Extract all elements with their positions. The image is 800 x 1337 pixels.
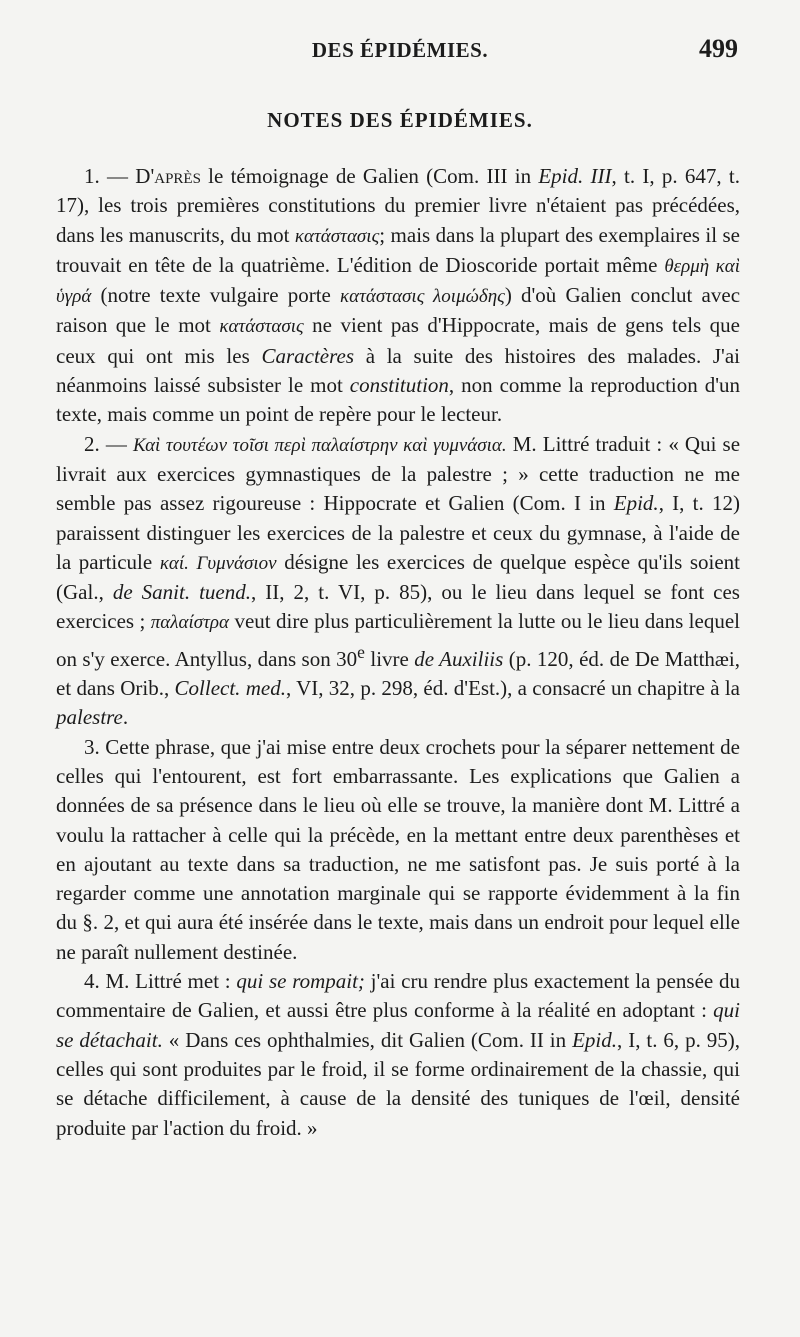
italic-term: qui se détachait. (56, 998, 740, 1052)
note-text: , non comme la reproduction d'un texte, mais comme un point de repère pour le lecteur. (56, 373, 740, 427)
note-text: M. Littré traduit : « Qui se livrait aux exercices gymnastiques de la palestre ; » cette traduction ne me semble pas assez rigoureuse : Hippocrate et Galien (Com. I in (56, 431, 741, 516)
greek-word: κατάστασις λοιμώδης (340, 286, 505, 308)
italic-term: qui se rompait; (236, 969, 365, 994)
citation: Epid. (613, 491, 659, 516)
note-lead-word: D'après (135, 164, 201, 188)
italic-term: Caractères (261, 343, 354, 368)
italic-term: palestre (56, 705, 123, 730)
note-text: Cette phrase, que j'ai mise entre deux crochets pour la séparer nettement de celles qui l'entourent, est fort embarrassante. Les explications que Galien a données de sa présence dans le lieu où elle se trouve, la manière dont M. Littré a voulu la rattacher à celle qui la précède, en la mettant entre deux parenthèses et en ajoutant au texte dans sa traduction, ne me satisfont pas. Je suis porté à la regarder comme une annotation marginale qui se rapporte évidemment à la fin du §. 2, et qui aura été insérée dans le texte, mais dans un endroit pour lequel elle ne paraît nullement destinée. (56, 734, 740, 964)
greek-word: κατάστασις (219, 316, 304, 338)
page-number: 499 (699, 34, 738, 63)
citation: Epid. III (538, 164, 612, 188)
note-text: désigne les exercices de quelque espèce qu'ils soient (Gal., (56, 549, 741, 605)
note-number: 1. — (84, 164, 136, 188)
note-text: à la suite des histoires des malades. J'ai néanmoins laissé subsister le mot (56, 343, 740, 398)
note-text (189, 550, 197, 574)
note-3 (56, 733, 740, 967)
note-text: « Dans ces ophthalmies, dit Galien (Com. II in (162, 1027, 573, 1052)
note-text: veut dire plus particulièrement la lutte ou le lieu dans lequel on s'y exerce. Antyllus, dans son 30 (56, 609, 740, 671)
note-text: , II, 2, t. VI, p. 85), ou le lieu dans lequel se font ces exercices ; (56, 580, 740, 634)
note-text: (p. 120, éd. de De Matthæi, et dans Orib., (56, 646, 740, 701)
note-text: . (122, 705, 129, 730)
greek-word: θερμὴ καὶ ὑγρά (56, 255, 740, 308)
note-text: , I, t. 6, p. 95), celles qui sont produites par le froid, il se forme ordinairement de la chassie, qui se détache difficilement, à cause de la densité des tuniques de l'œil, densité produite par l'action du froid. » (56, 1027, 740, 1140)
citation: Collect. med. (174, 676, 286, 701)
note-text: ) d'où Galien conclut avec raison que le mot (56, 283, 741, 338)
italic-term: constitution (349, 373, 449, 398)
note-text: le témoignage de Galien (Com. III in (200, 164, 539, 188)
note-text: j'ai cru rendre plus exactement la pensée du commentaire de Galien, et aussi être plus conforme à la réalité en adoptant : (56, 969, 740, 1023)
note-text: M. Littré met : (105, 969, 237, 994)
note-number: 2. — (84, 431, 133, 456)
citation: de Sanit. tuend. (112, 580, 251, 605)
note-text: , t. I, p. 647, t. 17), les trois premières constitutions du premier livre n'étaient pas précédées, dans les manuscrits, du mot (56, 164, 740, 247)
note-2 (56, 430, 740, 733)
section-title: NOTES DES ÉPIDÉMIES. (267, 108, 533, 132)
note-number: 3. (84, 734, 106, 759)
greek-word: Γυμνάσιον (196, 552, 277, 574)
superscript: e (357, 641, 365, 662)
greek-word: παλαίστρα (150, 612, 230, 634)
greek-word: κατάστασις (294, 225, 380, 247)
note-text: , I, t. 12) paraissent distinguer les exercices de la palestre et ceux du gymnase, à l'aide de la particule (56, 491, 740, 574)
greek-phrase: Καὶ τουτέων τοῖσι περὶ παλαίστρην καὶ γυμνάσια. (132, 434, 507, 456)
note-text: (notre texte vulgaire porte (91, 283, 341, 308)
citation: de Auxiliis (414, 646, 504, 671)
notes-body (56, 162, 740, 1143)
note-number: 4. (84, 969, 106, 994)
note-4 (56, 967, 740, 1143)
note-text: livre (364, 646, 415, 671)
citation: Epid. (572, 1027, 618, 1052)
running-head (60, 34, 740, 70)
greek-word: καί. (159, 552, 189, 574)
note-text: ne vient pas d'Hippocrate, mais de gens tels que ceux qui ont mis les (56, 313, 741, 368)
running-title: DES ÉPIDÉMIES. (311, 38, 489, 62)
note-text: ; mais dans la plupart des exemplaires il se trouvait en tête de la quatrième. L'édition de Dioscoride portait même (56, 222, 740, 277)
note-text: , VI, 32, p. 298, éd. d'Est.), a consacré un chapitre à la (285, 676, 740, 701)
note-1 (56, 162, 740, 430)
